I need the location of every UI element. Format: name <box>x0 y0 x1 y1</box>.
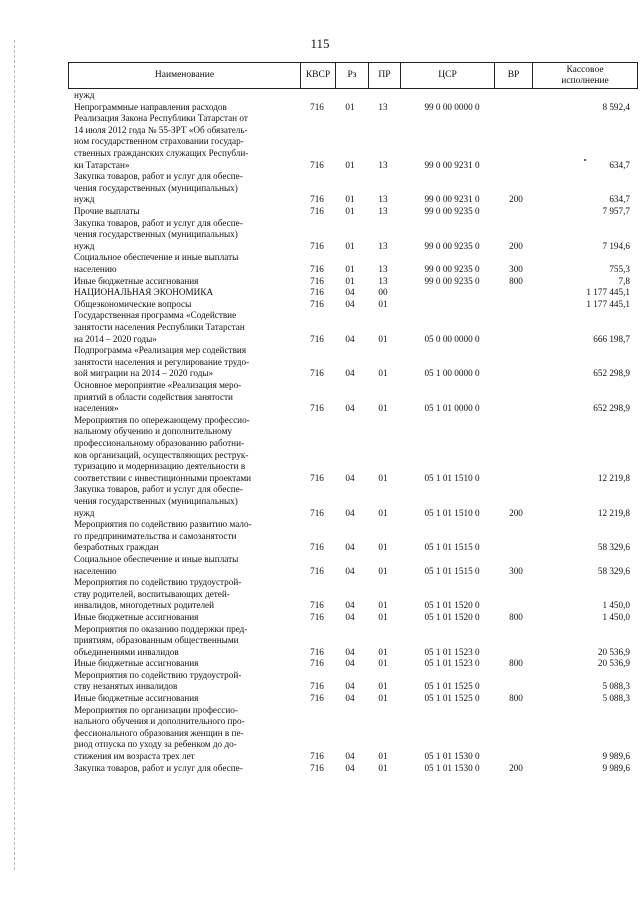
row-rz: 04 <box>345 693 355 704</box>
table-row <box>0 206 640 218</box>
row-rz: 01 <box>345 194 355 205</box>
row-pr: 01 <box>378 368 388 379</box>
row-rz: 01 <box>345 205 355 216</box>
row-kvsr: 716 <box>310 762 324 773</box>
table-row <box>0 252 640 275</box>
row-name <box>74 484 288 519</box>
row-name-line: Закупка товаров, работ и услуг для обеспе- <box>74 484 243 495</box>
row-rz: 04 <box>345 600 355 611</box>
row-name-line: чения государственных (муниципальных) <box>74 182 238 193</box>
row-amount: 7 957,7 <box>602 205 630 216</box>
row-csr: 05 1 01 1523 0 <box>424 658 480 669</box>
row-amount: 652 298,9 <box>593 368 630 379</box>
row-vr: 200 <box>509 194 523 205</box>
row-name-line: нужд <box>74 90 95 100</box>
row-pr: 01 <box>378 762 388 773</box>
row-name <box>74 658 288 670</box>
row-amount: 58 329,6 <box>597 565 630 576</box>
row-kvsr: 716 <box>310 600 324 611</box>
table-row <box>0 554 640 577</box>
table-row <box>0 415 640 485</box>
row-name <box>74 299 288 311</box>
table-row <box>0 380 640 415</box>
header-rz: Рз <box>336 63 369 88</box>
row-pr: 00 <box>378 287 388 298</box>
row-pr: 13 <box>378 240 388 251</box>
row-name-line: занятости населения и регулирование трудо- <box>74 356 250 367</box>
row-name-line: нальному обучению и дополнительному <box>74 426 232 437</box>
row-name-line: населения» <box>74 403 119 414</box>
row-kvsr: 716 <box>310 368 324 379</box>
row-rz: 04 <box>345 368 355 379</box>
row-kvsr: 716 <box>310 542 324 553</box>
row-rz: 04 <box>345 542 355 553</box>
row-rz: 04 <box>345 507 355 518</box>
row-kvsr: 716 <box>310 159 324 170</box>
row-rz: 04 <box>345 565 355 576</box>
table-row <box>0 484 640 519</box>
row-name <box>74 113 288 171</box>
row-kvsr: 716 <box>310 681 324 692</box>
row-vr: 200 <box>509 240 523 251</box>
row-vr: 800 <box>509 693 523 704</box>
row-rz: 04 <box>345 472 355 483</box>
row-name-line: Закупка товаров, работ и услуг для обеспе- <box>74 217 243 228</box>
row-name <box>74 577 288 612</box>
row-csr: 99 0 00 9235 0 <box>424 205 480 216</box>
row-name <box>74 624 288 659</box>
row-name-line: Прочие выплаты <box>74 205 140 216</box>
row-pr: 01 <box>378 658 388 669</box>
row-pr: 01 <box>378 333 388 344</box>
row-name-line: НАЦИОНАЛЬНАЯ ЭКОНОМИКА <box>74 287 214 298</box>
table-row <box>0 624 640 659</box>
row-pr: 13 <box>378 194 388 205</box>
row-name <box>74 380 288 415</box>
row-csr: 99 0 00 9235 0 <box>424 263 480 274</box>
header-csr: ЦСР <box>401 63 495 88</box>
row-rz: 01 <box>345 240 355 251</box>
row-name <box>74 612 288 624</box>
row-csr: 99 0 00 9231 0 <box>424 194 480 205</box>
row-kvsr: 716 <box>310 611 324 622</box>
row-rz: 01 <box>345 263 355 274</box>
row-pr: 13 <box>378 205 388 216</box>
row-csr: 05 1 00 0000 0 <box>424 368 480 379</box>
row-name-line: объединениями инвалидов <box>74 646 179 657</box>
row-rz: 04 <box>345 646 355 657</box>
table-body <box>0 90 640 774</box>
row-vr: 200 <box>509 762 523 773</box>
row-name-line: Закупка товаров, работ и услуг для обеспе- <box>74 762 243 773</box>
row-pr: 01 <box>378 542 388 553</box>
row-pr: 01 <box>378 600 388 611</box>
table-row <box>0 287 640 299</box>
row-kvsr: 716 <box>310 205 324 216</box>
row-amount: 755,3 <box>609 263 630 274</box>
table-row <box>0 693 640 705</box>
table-row <box>0 90 640 102</box>
row-name-line: соответствии с инвестиционными проектами <box>74 472 252 483</box>
row-kvsr: 716 <box>310 101 324 112</box>
table-row <box>0 276 640 288</box>
row-name-line: безработных граждан <box>74 542 159 553</box>
row-csr: 05 1 01 1530 0 <box>424 762 480 773</box>
row-pr: 01 <box>378 565 388 576</box>
row-csr: 05 0 00 0000 0 <box>424 333 480 344</box>
row-csr: 05 1 01 1515 0 <box>424 565 480 576</box>
row-csr: 99 0 00 9231 0 <box>424 159 480 170</box>
row-vr: 800 <box>509 658 523 669</box>
row-pr: 13 <box>378 159 388 170</box>
row-kvsr: 716 <box>310 333 324 344</box>
row-name <box>74 287 288 299</box>
row-name-line: фессионального образования женщин в пе- <box>74 727 244 738</box>
row-vr: 800 <box>509 611 523 622</box>
row-name-line: Основное мероприятие «Реализация меро- <box>74 379 242 390</box>
table-row <box>0 113 640 171</box>
row-name-line: Иные бюджетные ассигнования <box>74 693 199 704</box>
row-csr: 05 1 01 1523 0 <box>424 646 480 657</box>
header-amount-line1: Кассовое <box>566 64 604 75</box>
row-pr: 01 <box>378 751 388 762</box>
row-kvsr: 716 <box>310 472 324 483</box>
row-name-line: Социальное обеспечение и иные выплаты <box>74 553 239 564</box>
table-row <box>0 345 640 380</box>
table-row <box>0 658 640 670</box>
row-amount: 8 592,4 <box>602 101 630 112</box>
row-name-line: риод отпуска по уходу за ребенком до до- <box>74 739 237 750</box>
row-amount: 1 450,0 <box>602 611 630 622</box>
row-kvsr: 716 <box>310 507 324 518</box>
row-kvsr: 716 <box>310 194 324 205</box>
row-amount: 7,8 <box>618 275 630 286</box>
header-amount <box>533 63 637 88</box>
row-name <box>74 693 288 705</box>
row-name <box>74 554 288 577</box>
row-name-line: Мероприятия по опережающему профессио- <box>74 414 250 425</box>
row-rz: 04 <box>345 298 355 309</box>
table-row <box>0 218 640 253</box>
row-name-line: на 2014 – 2020 годы» <box>74 333 157 344</box>
row-csr: 99 0 00 9235 0 <box>424 240 480 251</box>
row-amount: 652 298,9 <box>593 403 630 414</box>
row-name <box>74 218 288 253</box>
row-name-line: населению <box>74 263 117 274</box>
page-number: 115 <box>310 36 330 51</box>
row-name-line: стижения им возраста трех лет <box>74 751 195 762</box>
row-kvsr: 716 <box>310 263 324 274</box>
row-rz: 01 <box>345 159 355 170</box>
row-name-line: Подпрограмма «Реализация мер содействия <box>74 345 247 356</box>
row-csr: 05 1 01 1525 0 <box>424 693 480 704</box>
header-name: Наименование <box>69 63 301 88</box>
row-kvsr: 716 <box>310 298 324 309</box>
row-name <box>74 519 288 554</box>
row-amount: 5 088,3 <box>602 693 630 704</box>
row-name-line: приятий в области содействия занятости <box>74 391 233 402</box>
row-vr: 300 <box>509 565 523 576</box>
row-name-line: туризацию и модернизацию деятельности в <box>74 461 246 472</box>
row-name-line: 14 июля 2012 года № 55-ЗРТ «Об обязатель- <box>74 124 248 135</box>
row-name-line: инвалидов, многодетных родителей <box>74 600 215 611</box>
row-name <box>74 310 288 345</box>
row-name <box>74 705 288 763</box>
row-rz: 04 <box>345 403 355 414</box>
row-amount: 9 989,6 <box>602 762 630 773</box>
header-amount-line2: исполнение <box>561 75 609 86</box>
row-name <box>74 345 288 380</box>
row-kvsr: 716 <box>310 240 324 251</box>
table-row <box>0 612 640 624</box>
row-amount: 634,7 <box>609 159 630 170</box>
row-name <box>74 763 288 775</box>
row-name-line: Мероприятия по содействию трудоустрой- <box>74 577 242 588</box>
row-name-line: вой миграции на 2014 – 2020 годы» <box>74 368 214 379</box>
row-pr: 01 <box>378 693 388 704</box>
row-pr: 01 <box>378 472 388 483</box>
row-name-line: ки Татарстан» <box>74 159 130 170</box>
row-kvsr: 716 <box>310 751 324 762</box>
row-name-line: ству незанятых инвалидов <box>74 681 178 692</box>
row-name <box>74 670 288 693</box>
row-amount: 1 177 445,1 <box>586 287 630 298</box>
row-name-line: Социальное обеспечение и иные выплаты <box>74 252 239 263</box>
row-amount: 20 536,9 <box>597 646 630 657</box>
row-kvsr: 716 <box>310 646 324 657</box>
row-rz: 01 <box>345 101 355 112</box>
row-pr: 01 <box>378 611 388 622</box>
row-name-line: профессиональному образованию работни- <box>74 437 245 448</box>
row-name-line: нужд <box>74 240 95 251</box>
row-name-line: ков организаций, осуществляющих реструк- <box>74 449 249 460</box>
row-name-line: чения государственных (муниципальных) <box>74 495 238 506</box>
row-name-line: занятости населения Республики Татарстан <box>74 321 245 332</box>
row-csr: 05 1 01 0000 0 <box>424 403 480 414</box>
row-name-line: Государственная программа «Содействие <box>74 310 237 321</box>
row-csr: 05 1 01 1520 0 <box>424 600 480 611</box>
row-rz: 04 <box>345 681 355 692</box>
row-amount: 7 194,6 <box>602 240 630 251</box>
row-name-line: Мероприятия по содействию развитию мало- <box>74 519 252 530</box>
table-row <box>0 577 640 612</box>
row-amount: 5 088,3 <box>602 681 630 692</box>
row-kvsr: 716 <box>310 287 324 298</box>
row-name-line: Реализация Закона Республики Татарстан от <box>74 113 248 124</box>
table-row <box>0 763 640 775</box>
row-kvsr: 716 <box>310 693 324 704</box>
stray-mark <box>584 159 586 161</box>
table-header <box>68 62 638 89</box>
header-pr: ПР <box>369 63 401 88</box>
row-name <box>74 102 288 114</box>
row-csr: 05 1 01 1530 0 <box>424 751 480 762</box>
row-name-line: Мероприятия по организации профессио- <box>74 704 238 715</box>
table-row <box>0 705 640 763</box>
row-name-line: Непрограммные направления расходов <box>74 101 227 112</box>
table-row <box>0 519 640 554</box>
row-name-line: Общеэкономические вопросы <box>74 298 192 309</box>
row-pr: 01 <box>378 403 388 414</box>
row-rz: 04 <box>345 751 355 762</box>
row-name-line: нужд <box>74 194 95 205</box>
row-pr: 13 <box>378 263 388 274</box>
row-pr: 13 <box>378 275 388 286</box>
row-vr: 300 <box>509 263 523 274</box>
row-pr: 01 <box>378 298 388 309</box>
row-amount: 1 177 445,1 <box>586 298 630 309</box>
table-row <box>0 670 640 693</box>
row-csr: 05 1 01 1510 0 <box>424 507 480 518</box>
row-amount: 12 219,8 <box>597 507 630 518</box>
table-row <box>0 171 640 206</box>
row-rz: 01 <box>345 275 355 286</box>
header-vr: ВР <box>495 63 533 88</box>
row-name-line: нального обучения и дополнительного про- <box>74 716 245 727</box>
row-csr: 05 1 01 1510 0 <box>424 472 480 483</box>
row-kvsr: 716 <box>310 658 324 669</box>
row-csr: 99 0 00 0000 0 <box>424 101 480 112</box>
row-kvsr: 716 <box>310 565 324 576</box>
row-name <box>74 206 288 218</box>
row-amount: 20 536,9 <box>597 658 630 669</box>
row-name-line: приятиям, образованным общественными <box>74 635 239 646</box>
row-rz: 04 <box>345 287 355 298</box>
table-row <box>0 299 640 311</box>
row-csr: 99 0 00 9235 0 <box>424 275 480 286</box>
header-kvsr: КВСР <box>301 63 336 88</box>
row-amount: 9 989,6 <box>602 751 630 762</box>
row-name-line: го предпринимательства и самозанятости <box>74 530 237 541</box>
row-name <box>74 415 288 485</box>
row-name-line: Иные бюджетные ассигнования <box>74 611 199 622</box>
row-vr: 200 <box>509 507 523 518</box>
row-name <box>74 171 288 206</box>
row-kvsr: 716 <box>310 403 324 414</box>
row-vr: 800 <box>509 275 523 286</box>
row-name-line: Мероприятия по оказанию поддержки пред- <box>74 623 248 634</box>
row-name <box>74 252 288 275</box>
row-csr: 05 1 01 1515 0 <box>424 542 480 553</box>
row-name <box>74 276 288 288</box>
row-pr: 01 <box>378 646 388 657</box>
row-name-line: Иные бюджетные ассигнования <box>74 658 199 669</box>
row-rz: 04 <box>345 762 355 773</box>
row-name-line: ству родителей, воспитывающих детей- <box>74 588 230 599</box>
row-pr: 13 <box>378 101 388 112</box>
row-name-line: Иные бюджетные ассигнования <box>74 275 199 286</box>
row-amount: 634,7 <box>609 194 630 205</box>
row-pr: 01 <box>378 681 388 692</box>
row-name-line: ном государственном страховании государ- <box>74 136 244 147</box>
row-name <box>74 90 288 102</box>
row-rz: 04 <box>345 333 355 344</box>
table-row <box>0 102 640 114</box>
row-rz: 04 <box>345 611 355 622</box>
row-amount: 666 198,7 <box>593 333 630 344</box>
row-rz: 04 <box>345 658 355 669</box>
row-name-line: чения государственных (муниципальных) <box>74 229 238 240</box>
row-name-line: Мероприятия по содействию трудоустрой- <box>74 669 242 680</box>
row-amount: 1 450,0 <box>602 600 630 611</box>
row-csr: 05 1 01 1520 0 <box>424 611 480 622</box>
row-amount: 12 219,8 <box>597 472 630 483</box>
row-name-line: населению <box>74 565 117 576</box>
row-pr: 01 <box>378 507 388 518</box>
table-row <box>0 310 640 345</box>
row-amount: 58 329,6 <box>597 542 630 553</box>
row-name-line: Закупка товаров, работ и услуг для обеспе- <box>74 171 243 182</box>
row-name-line: ственных гражданских служащих Республи- <box>74 148 249 158</box>
row-csr: 05 1 01 1525 0 <box>424 681 480 692</box>
row-name-line: нужд <box>74 507 95 518</box>
row-kvsr: 716 <box>310 275 324 286</box>
